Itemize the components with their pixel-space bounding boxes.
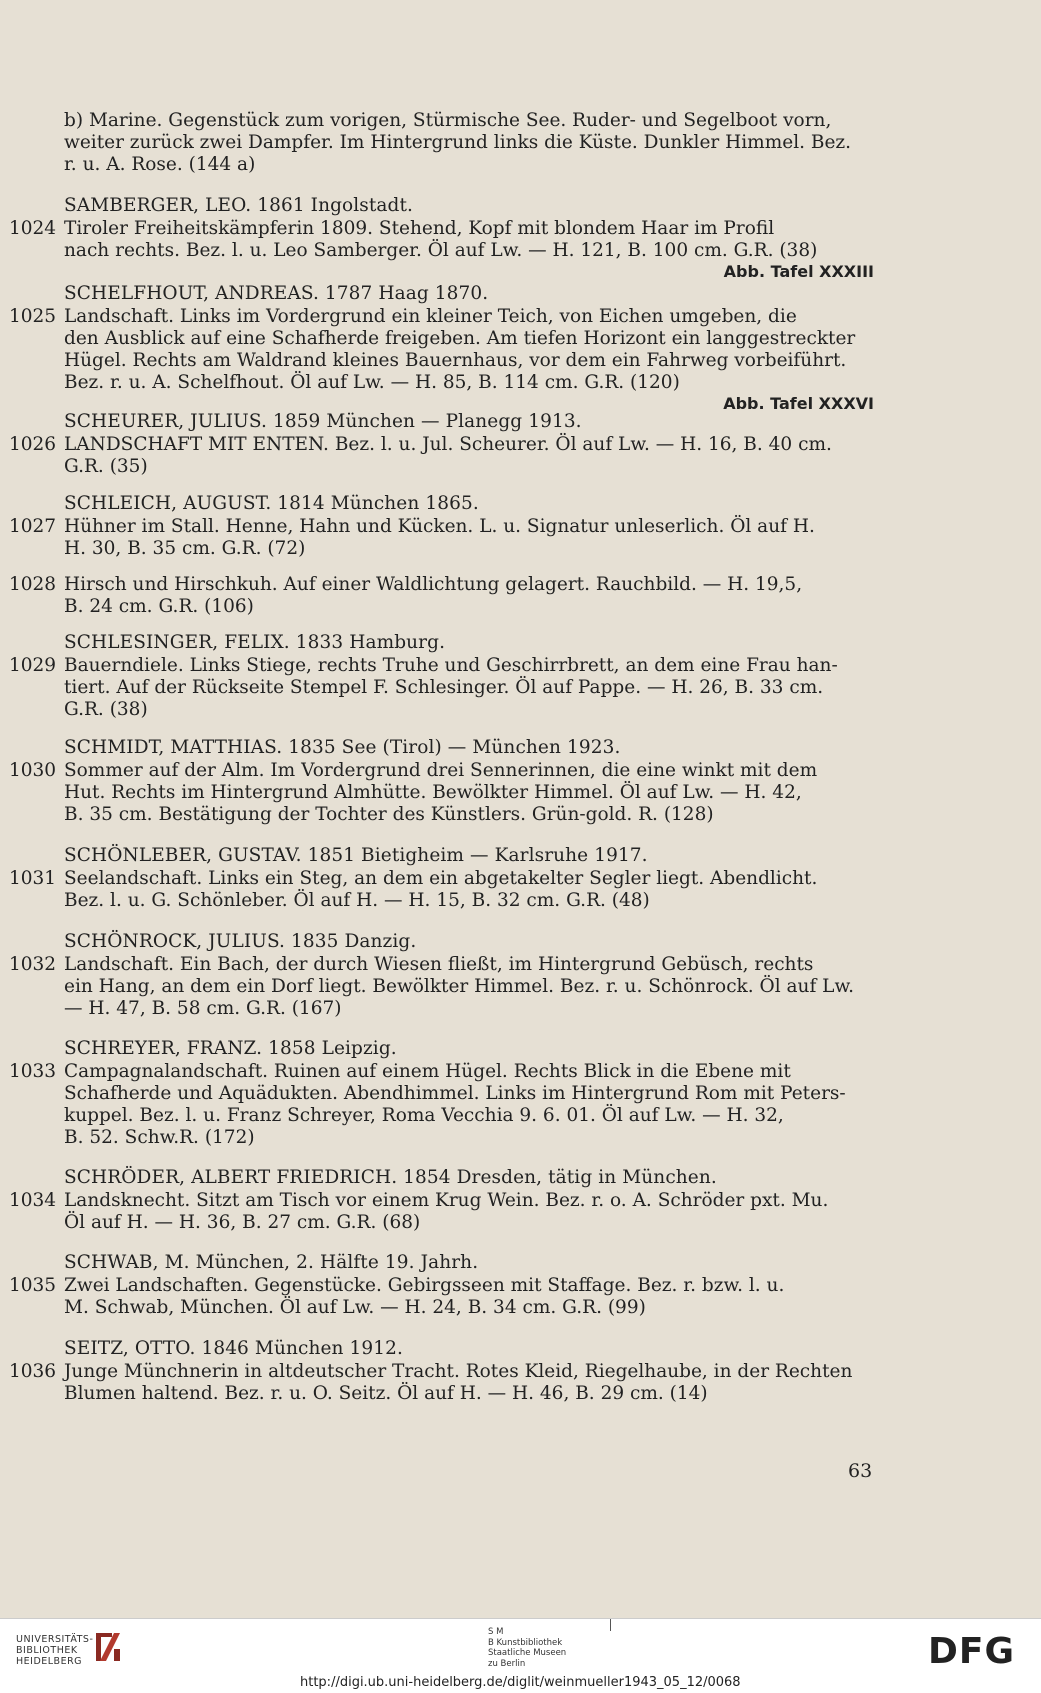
lot-number: 1035 bbox=[9, 1275, 57, 1296]
smb-line: S M bbox=[488, 1627, 504, 1637]
artist-heading: SEITZ, OTTO. 1846 München 1912. bbox=[64, 1338, 403, 1359]
artist-heading: SCHWAB, M. München, 2. Hälfte 19. Jahrh. bbox=[64, 1252, 479, 1273]
entry-line: Landschaft. Ein Bach, der durch Wiesen fließt, im Hintergrund Gebüsch, rechts bbox=[64, 954, 814, 975]
artist-heading: SCHEURER, JULIUS. 1859 München — Planegg 1913. bbox=[64, 411, 582, 432]
entry-line: Zwei Landschaften. Gegenstücke. Gebirgsseen mit Staffage. Bez. r. bzw. l. u. bbox=[64, 1275, 785, 1296]
digitization-footer bbox=[0, 1618, 1041, 1693]
artist-heading: SCHELFHOUT, ANDREAS. 1787 Haag 1870. bbox=[64, 283, 489, 304]
lot-number: 1024 bbox=[9, 218, 57, 239]
lot-number: 1027 bbox=[9, 516, 57, 537]
entry-line: ein Hang, an dem ein Dorf liegt. Bewölkter Himmel. Bez. r. u. Schönrock. Öl auf Lw. bbox=[64, 976, 854, 997]
lot-number: 1036 bbox=[9, 1361, 57, 1382]
entry-line: M. Schwab, München. Öl auf Lw. — H. 24, B. 34 cm. G.R. (99) bbox=[64, 1297, 646, 1318]
entry-line: H. 30, B. 35 cm. G.R. (72) bbox=[64, 538, 306, 559]
entry-line: G.R. (38) bbox=[64, 699, 148, 720]
lot-number: 1030 bbox=[9, 760, 57, 781]
entry-line: nach rechts. Bez. l. u. Leo Samberger. Öl auf Lw. — H. 121, B. 100 cm. G.R. (38) bbox=[64, 240, 818, 261]
plate-reference: Abb. Tafel XXXVI bbox=[723, 394, 874, 413]
entry-line: G.R. (35) bbox=[64, 456, 148, 477]
lot-number: 1029 bbox=[9, 655, 57, 676]
plate-reference: Abb. Tafel XXXIII bbox=[723, 262, 874, 281]
artist-heading: SCHMIDT, MATTHIAS. 1835 See (Tirol) — München 1923. bbox=[64, 737, 621, 758]
smb-line: Staatliche Museen bbox=[488, 1648, 567, 1658]
intro-line: r. u. A. Rose. (144 a) bbox=[64, 154, 256, 175]
entry-line: LANDSCHAFT MIT ENTEN. Bez. l. u. Jul. Scheurer. Öl auf Lw. — H. 16, B. 40 cm. bbox=[64, 434, 832, 455]
artist-heading: SAMBERGER, LEO. 1861 Ingolstadt. bbox=[64, 195, 414, 216]
artist-heading: SCHLESINGER, FELIX. 1833 Hamburg. bbox=[64, 632, 446, 653]
entry-line: Hügel. Rechts am Waldrand kleines Bauernhaus, vor dem ein Fahrweg vorbeiführt. bbox=[64, 350, 847, 371]
entry-line: den Ausblick auf eine Schafherde freigeben. Am tiefen Horizont ein langgestreckter bbox=[64, 328, 856, 349]
entry-line: Hühner im Stall. Henne, Hahn und Kücken. L. u. Signatur unleserlich. Öl auf H. bbox=[64, 516, 815, 537]
divider-tick bbox=[610, 1619, 611, 1631]
lot-number: 1031 bbox=[9, 868, 57, 889]
entry-line: Sommer auf der Alm. Im Vordergrund drei Sennerinnen, die eine winkt mit dem bbox=[64, 760, 818, 781]
artist-heading: SCHREYER, FRANZ. 1858 Leipzig. bbox=[64, 1038, 397, 1059]
entry-line: Bez. l. u. G. Schönleber. Öl auf H. — H. 15, B. 32 cm. G.R. (48) bbox=[64, 890, 650, 911]
intro-line: weiter zurück zwei Dampfer. Im Hintergrund links die Küste. Dunkler Himmel. Bez. bbox=[64, 132, 852, 153]
smb-line: zu Berlin bbox=[488, 1658, 526, 1669]
lot-number: 1033 bbox=[9, 1061, 57, 1082]
artist-heading: SCHÖNROCK, JULIUS. 1835 Danzig. bbox=[64, 931, 417, 952]
smb-kunstbibliothek-logo-text[interactable] bbox=[488, 1627, 566, 1669]
source-url-link[interactable]: http://digi.ub.uni-heidelberg.de/diglit/weinmueller1943_05_12/0068 bbox=[300, 1675, 741, 1690]
entry-line: B. 24 cm. G.R. (106) bbox=[64, 596, 254, 617]
lot-number: 1034 bbox=[9, 1190, 57, 1211]
artist-heading: SCHLEICH, AUGUST. 1814 München 1865. bbox=[64, 493, 479, 514]
entry-line: Hirsch und Hirschkuh. Auf einer Waldlichtung gelagert. Rauchbild. — H. 19,5, bbox=[64, 574, 803, 595]
university-library-icon[interactable] bbox=[92, 1629, 124, 1665]
artist-heading: SCHRÖDER, ALBERT FRIEDRICH. 1854 Dresden, tätig in München. bbox=[64, 1167, 717, 1188]
university-library-logo-text[interactable] bbox=[16, 1634, 93, 1667]
lot-number: 1025 bbox=[9, 306, 57, 327]
entry-line: Junge Münchnerin in altdeutscher Tracht. Rotes Kleid, Riegelhaube, in der Rechten bbox=[64, 1361, 853, 1382]
entry-line: Öl auf H. — H. 36, B. 27 cm. G.R. (68) bbox=[64, 1212, 421, 1233]
university-line: HEIDELBERG bbox=[16, 1656, 83, 1667]
entry-line: Seelandschaft. Links ein Steg, an dem ein abgetakelter Segler liegt. Abendlicht. bbox=[64, 868, 818, 889]
lot-number: 1032 bbox=[9, 954, 57, 975]
entry-line: B. 35 cm. Bestätigung der Tochter des Künstlers. Grün-gold. R. (128) bbox=[64, 804, 714, 825]
entry-line: Campagnalandschaft. Ruinen auf einem Hügel. Rechts Blick in die Ebene mit bbox=[64, 1061, 791, 1082]
entry-line: Schafherde und Aquädukten. Abendhimmel. Links im Hintergrund Rom mit Peters- bbox=[64, 1083, 846, 1104]
entry-line: Tiroler Freiheitskämpferin 1809. Stehend, Kopf mit blondem Haar im Profil bbox=[64, 218, 775, 239]
entry-line: kuppel. Bez. l. u. Franz Schreyer, Roma Vecchia 9. 6. 01. Öl auf Lw. — H. 32, bbox=[64, 1105, 784, 1126]
smb-line: B Kunstbibliothek bbox=[488, 1637, 563, 1648]
entry-line: Bauerndiele. Links Stiege, rechts Truhe und Geschirrbrett, an dem eine Frau han- bbox=[64, 655, 838, 676]
university-line: BIBLIOTHEK bbox=[16, 1645, 78, 1656]
lot-number: 1026 bbox=[9, 434, 57, 455]
page-number: 63 bbox=[848, 1460, 873, 1482]
entry-line: Landschaft. Links im Vordergrund ein kleiner Teich, von Eichen umgeben, die bbox=[64, 306, 797, 327]
university-line: UNIVERSITÄTS- bbox=[16, 1634, 94, 1645]
entry-line: Hut. Rechts im Hintergrund Almhütte. Bewölkter Himmel. Öl auf Lw. — H. 42, bbox=[64, 782, 802, 803]
entry-line: — H. 47, B. 58 cm. G.R. (167) bbox=[64, 998, 342, 1019]
lot-number: 1028 bbox=[9, 574, 57, 595]
entry-line: tiert. Auf der Rückseite Stempel F. Schlesinger. Öl auf Pappe. — H. 26, B. 33 cm. bbox=[64, 677, 824, 698]
entry-line: Blumen haltend. Bez. r. u. O. Seitz. Öl auf H. — H. 46, B. 29 cm. (14) bbox=[64, 1383, 708, 1404]
entry-line: B. 52. Schw.R. (172) bbox=[64, 1127, 255, 1148]
artist-heading: SCHÖNLEBER, GUSTAV. 1851 Bietigheim — Karlsruhe 1917. bbox=[64, 845, 648, 866]
entry-line: Bez. r. u. A. Schelfhout. Öl auf Lw. — H. 85, B. 114 cm. G.R. (120) bbox=[64, 372, 680, 393]
entry-line: Landsknecht. Sitzt am Tisch vor einem Krug Wein. Bez. r. o. A. Schröder pxt. Mu. bbox=[64, 1190, 829, 1211]
intro-line: b) Marine. Gegenstück zum vorigen, Stürmische See. Ruder- und Segelboot vorn, bbox=[64, 110, 832, 131]
dfg-logo[interactable]: DFG bbox=[928, 1631, 1016, 1672]
